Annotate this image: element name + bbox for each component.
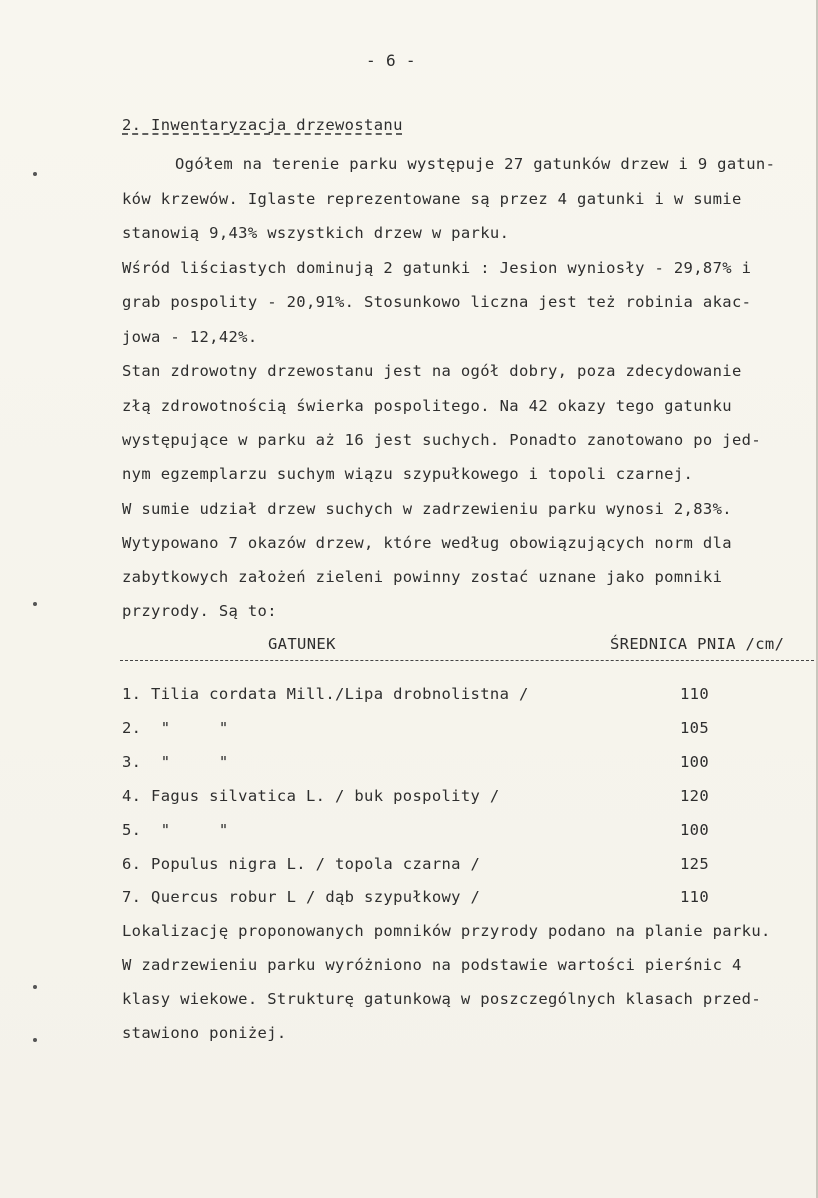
- paragraph-line: W zadrzewieniu parku wyróżniono na podstawie wartości pierśnic 4: [122, 956, 742, 974]
- paragraph-line: nym egzemplarzu suchym wiązu szypułkowego i topoli czarnej.: [122, 465, 694, 483]
- paragraph-line: klasy wiekowe. Strukturę gatunkową w poszczególnych klasach przed-: [122, 990, 761, 1008]
- table-row-diameter: 105: [680, 719, 710, 737]
- table-row-species: 2. " ": [122, 719, 229, 737]
- table-row-diameter: 110: [680, 888, 710, 906]
- paragraph-line: zabytkowych założeń zieleni powinny zostać uznane jako pomniki: [122, 568, 723, 586]
- paragraph-line: występujące w parku aż 16 jest suchych. Ponadto zanotowano po jed-: [122, 431, 761, 449]
- column-header-species: GATUNEK: [268, 635, 336, 653]
- margin-speck: [33, 985, 37, 989]
- column-header-diameter: ŚREDNICA PNIA /cm/: [610, 635, 785, 653]
- paragraph-line: Ogółem na terenie parku występuje 27 gatunków drzew i 9 gatun-: [175, 155, 776, 173]
- table-row-species: 7. Quercus robur L / dąb szypułkowy /: [122, 888, 481, 906]
- table-row-species: 1. Tilia cordata Mill./Lipa drobnolistna /: [122, 685, 529, 703]
- margin-speck: [33, 172, 37, 176]
- paragraph-line: Wśród liściastych dominują 2 gatunki : Jesion wyniosły - 29,87% i: [122, 259, 752, 277]
- paragraph-line: Stan zdrowotny drzewostanu jest na ogół dobry, poza zdecydowanie: [122, 362, 742, 380]
- paragraph-line: W sumie udział drzew suchych w zadrzewieniu parku wynosi 2,83%.: [122, 500, 732, 518]
- paragraph-line: przyrody. Są to:: [122, 602, 277, 620]
- table-row-species: 5. " ": [122, 821, 229, 839]
- paragraph-line: grab pospolity - 20,91%. Stosunkowo liczna jest też robinia akac-: [122, 293, 752, 311]
- table-row-species: 4. Fagus silvatica L. / buk pospolity /: [122, 787, 500, 805]
- section-heading: 2. Inwentaryzacja drzewostanu: [122, 116, 403, 134]
- page-number: - 6 -: [366, 51, 416, 70]
- table-row-diameter: 100: [680, 753, 710, 771]
- paragraph-line: Wytypowano 7 okazów drzew, które według obowiązujących norm dla: [122, 534, 732, 552]
- table-row-species: 3. " ": [122, 753, 229, 771]
- paragraph-line: jowa - 12,42%.: [122, 328, 258, 346]
- paragraph-line: stanowią 9,43% wszystkich drzew w parku.: [122, 224, 510, 242]
- paragraph-line: stawiono poniżej.: [122, 1024, 287, 1042]
- table-row-diameter: 110: [680, 685, 710, 703]
- paragraph-line: Lokalizację proponowanych pomników przyrody podano na planie parku.: [122, 922, 771, 940]
- table-row-diameter: 100: [680, 821, 710, 839]
- paragraph-line: ków krzewów. Iglaste reprezentowane są przez 4 gatunki i w sumie: [122, 190, 742, 208]
- paragraph-line: złą zdrowotnością świerka pospolitego. Na 42 okazy tego gatunku: [122, 397, 732, 415]
- margin-speck: [33, 1038, 37, 1042]
- table-row-diameter: 125: [680, 855, 710, 873]
- table-row-species: 6. Populus nigra L. / topola czarna /: [122, 855, 481, 873]
- margin-speck: [33, 602, 37, 606]
- table-row-diameter: 120: [680, 787, 710, 805]
- table-divider: [120, 660, 814, 661]
